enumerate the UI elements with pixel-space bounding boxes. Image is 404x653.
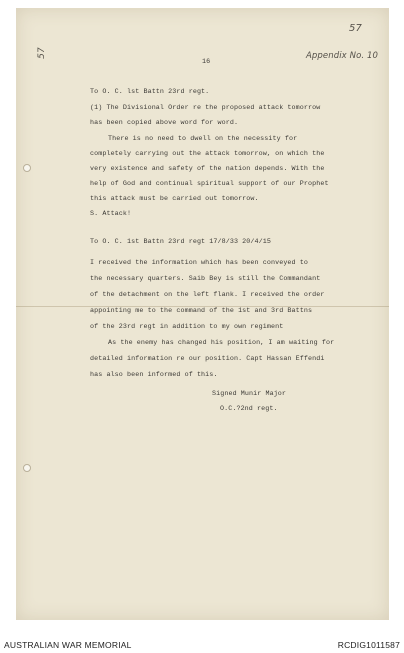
text-line: detailed information re our position. Capt Hassan Effendi [90,355,325,363]
punch-hole [23,164,31,172]
text-line: appointing me to the command of the 1st and 3rd Battns [90,307,313,315]
footer-record-id: RCDIG1011587 [337,640,400,650]
text-line: There is no need to dwell on the necessity for [108,135,298,143]
page-number: 16 [202,58,211,66]
text-line: of the 23rd regt in addition to my own regiment [90,323,284,331]
text-line: I received the information which has been conveyed to [90,259,308,267]
text-line: To O. C. lst Battn 23rd regt. [90,88,210,96]
text-line: of the detachment on the left flank. I received the order [90,291,325,299]
text-line: has been copied above word for word. [90,119,239,127]
document-page [16,8,389,620]
text-line: very existence and safety of the nation depends. With the [90,165,325,173]
text-line: To O. C. 1st Battn 23rd regt 17/8/33 20/4/15 [90,238,271,246]
text-line: the necessary quarters. Saib Bey is still the Commandant [90,275,321,283]
corner-number: 57 [349,23,362,34]
appendix-label: Appendix No. 10 [306,51,378,61]
text-line: As the enemy has changed his position, I am waiting for [108,339,335,347]
signature-line: Signed Munir Major [212,390,287,398]
footer-credit: AUSTRALIAN WAR MEMORIAL [4,640,132,650]
punch-hole [23,464,31,472]
signature-title: O.C.?2nd regt. [220,405,278,413]
text-line: has also been informed of this. [90,371,218,379]
text-line: (1) The Divisional Order re the proposed attack tomorrow [90,104,321,112]
text-line: completely carrying out the attack tomorrow, on which the [90,150,325,158]
text-line: this attack must be carried out tomorrow. [90,195,259,203]
text-line: help of God and continual spiritual support of our Prophet [90,180,329,188]
margin-number: 57 [36,47,47,59]
text-line: S. Attack! [90,210,132,218]
